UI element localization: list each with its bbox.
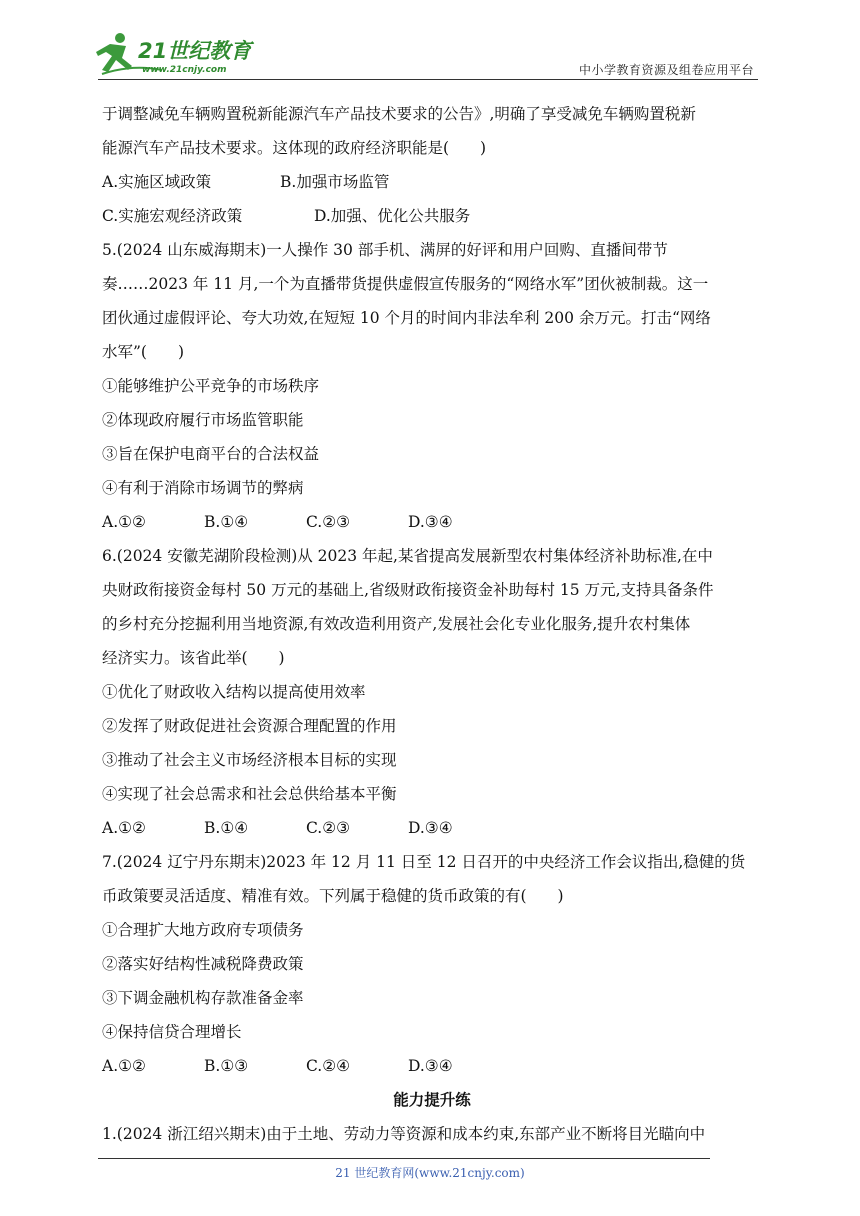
- question-4: [102, 97, 762, 233]
- question-text: 团伙通过虚假评论、夸大功效,在短短 10 个月的时间内非法牟利 200 余万元。打击“网络: [102, 309, 711, 327]
- platform-name: 中小学教育资源及组卷应用平台: [578, 63, 754, 77]
- question-7: [102, 845, 762, 1083]
- options-row: [102, 165, 762, 199]
- header-divider: [98, 79, 758, 80]
- statement-1: ①优化了财政收入结构以提高使用效率: [102, 683, 366, 701]
- option-a: A.①②: [102, 819, 146, 837]
- option-a: A.①②: [102, 513, 146, 531]
- option-c: C.实施宏观经济政策: [102, 207, 243, 225]
- option-b: B.①④: [204, 819, 249, 837]
- option-c: C.②③: [306, 513, 351, 531]
- option-c: C.②③: [306, 819, 351, 837]
- footer-divider: [98, 1158, 710, 1159]
- logo-main-text: 21世纪教育: [138, 39, 252, 63]
- footer-link[interactable]: 21 世纪教育网(www.21cnjy.com): [335, 1166, 525, 1180]
- statement-2: ②落实好结构性减税降费政策: [102, 955, 304, 973]
- question-text: 经济实力。该省此举( ): [102, 649, 285, 667]
- statement-4: ④有利于消除市场调节的弊病: [102, 479, 304, 497]
- question-text: 的乡村充分挖掘利用当地资源,有效改造利用资产,发展社会化专业化服务,提升农村集体: [102, 615, 691, 633]
- section-title: 能力提升练: [393, 1091, 471, 1109]
- question-text: 奏……2023 年 11 月,一个为直播带货提供虚假宣传服务的“网络水军”团伙被制裁。这一: [102, 275, 709, 293]
- document-body: [102, 97, 762, 1151]
- option-d: D.③④: [408, 1057, 453, 1075]
- runner-logo-icon: [92, 30, 272, 80]
- options-row: [102, 1049, 762, 1083]
- option-b: B.①③: [204, 1057, 249, 1075]
- question-text: 能源汽车产品技术要求。这体现的政府经济职能是( ): [102, 139, 487, 157]
- question-text: 央财政衔接资金每村 50 万元的基础上,省级财政衔接资金补助每村 15 万元,支持具备条件: [102, 581, 714, 599]
- option-d: D.③④: [408, 513, 453, 531]
- statement-4: ④保持信贷合理增长: [102, 1023, 242, 1041]
- option-d: D.③④: [408, 819, 453, 837]
- question-5: [102, 233, 762, 539]
- options-row: [102, 811, 762, 845]
- question-1-advanced: [102, 1117, 762, 1151]
- question-text: 1.(2024 浙江绍兴期末)由于土地、劳动力等资源和成本约束,东部产业不断将目光瞄向中: [102, 1125, 706, 1143]
- page-header: [0, 0, 860, 90]
- option-b: B.①④: [204, 513, 249, 531]
- statement-3: ③旨在保护电商平台的合法权益: [102, 445, 320, 463]
- question-text: 于调整减免车辆购置税新能源汽车产品技术要求的公告》,明确了享受减免车辆购置税新: [102, 105, 696, 123]
- option-a: A.①②: [102, 1057, 146, 1075]
- statement-3: ③下调金融机构存款准备金率: [102, 989, 304, 1007]
- statement-1: ①能够维护公平竞争的市场秩序: [102, 377, 320, 395]
- option-a: A.实施区域政策: [102, 173, 212, 191]
- logo-url-text: www.21cnjy.com: [142, 65, 227, 75]
- option-c: C.②④: [306, 1057, 351, 1075]
- statement-2: ②发挥了财政促进社会资源合理配置的作用: [102, 717, 397, 735]
- option-d: D.加强、优化公共服务: [314, 207, 471, 225]
- options-row: [102, 199, 762, 233]
- site-logo: [92, 30, 272, 80]
- question-6: [102, 539, 762, 845]
- question-text: 水军”( ): [102, 343, 185, 361]
- question-text: 6.(2024 安徽芜湖阶段检测)从 2023 年起,某省提高发展新型农村集体经济补助标准,在中: [102, 547, 713, 565]
- statement-1: ①合理扩大地方政府专项债务: [102, 921, 304, 939]
- question-text: 7.(2024 辽宁丹东期末)2023 年 12 月 11 日至 12 日召开的中央经济工作会议指出,稳健的货: [102, 853, 746, 871]
- statement-3: ③推动了社会主义市场经济根本目标的实现: [102, 751, 397, 769]
- question-text: 5.(2024 山东威海期末)一人操作 30 部手机、满屏的好评和用户回购、直播间带节: [102, 241, 668, 259]
- question-text: 币政策要灵活适度、精准有效。下列属于稳健的货币政策的有( ): [102, 887, 564, 905]
- options-row: [102, 505, 762, 539]
- statement-4: ④实现了社会总需求和社会总供给基本平衡: [102, 785, 397, 803]
- option-b: B.加强市场监管: [280, 173, 390, 191]
- statement-2: ②体现政府履行市场监管职能: [102, 411, 304, 429]
